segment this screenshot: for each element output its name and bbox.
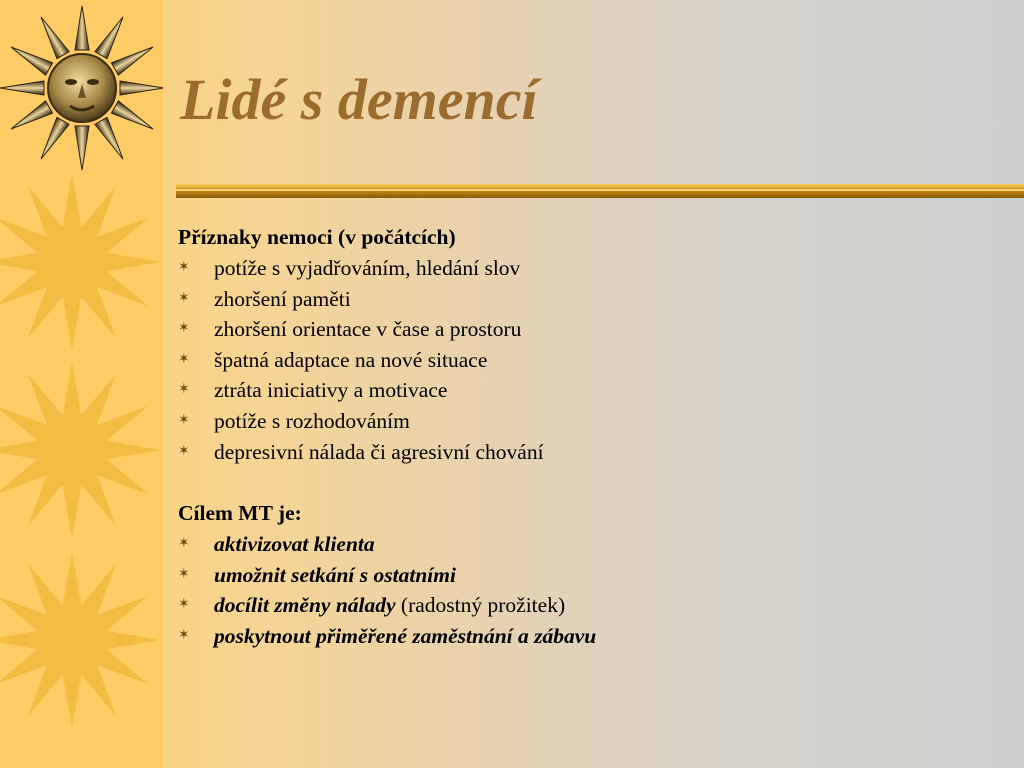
list-item xyxy=(178,560,998,591)
list-item xyxy=(178,375,998,406)
title-divider xyxy=(176,182,1024,200)
list-item xyxy=(178,621,998,652)
star-bullet-icon: ✶ xyxy=(178,443,190,459)
star-bullet-icon: ✶ xyxy=(178,627,190,643)
sun-face-icon xyxy=(0,6,163,170)
list-item-text: ztráta iniciativy a motivace xyxy=(214,378,448,403)
list-item-text: depresivní nálada či agresivní chování xyxy=(214,439,544,464)
list-item-text: potíže s rozhodováním xyxy=(214,408,410,433)
symptoms-list xyxy=(178,253,998,467)
star-bullet-icon: ✶ xyxy=(178,321,190,337)
symptoms-heading: Příznaky nemoci (v počátcích) xyxy=(178,225,456,249)
sun-icon xyxy=(0,552,160,728)
star-bullet-icon: ✶ xyxy=(178,351,190,367)
goal-text: docílit změny nálady xyxy=(214,593,396,618)
star-bullet-icon: ✶ xyxy=(178,260,190,275)
list-item xyxy=(178,590,998,621)
goal-text: umožnit setkání s ostatními xyxy=(214,562,456,587)
star-bullet-icon: ✶ xyxy=(178,290,190,306)
list-item xyxy=(178,314,998,345)
goals-list xyxy=(178,529,998,651)
list-item-text: zhoršení orientace v čase a prostoru xyxy=(214,317,522,342)
slide-title: Lidé s demencí xyxy=(180,67,538,132)
star-bullet-icon: ✶ xyxy=(178,412,190,428)
goals-heading: Cílem MT je: xyxy=(178,501,302,526)
list-item xyxy=(178,529,998,560)
list-item xyxy=(178,345,998,376)
sun-icon xyxy=(0,174,160,350)
goal-text: aktivizovat klienta xyxy=(214,532,375,557)
goal-note: (radostný prožitek) xyxy=(395,593,566,618)
list-item-text: zhoršení paměti xyxy=(214,286,351,311)
slide-content xyxy=(178,222,998,652)
star-bullet-icon: ✶ xyxy=(178,536,190,552)
sun-icon xyxy=(0,362,160,538)
list-item-text: špatná adaptace na nové situace xyxy=(214,347,488,372)
star-bullet-icon: ✶ xyxy=(178,566,190,582)
goal-text: poskytnout přiměřené zaměstnání a zábavu xyxy=(214,623,597,648)
star-bullet-icon: ✶ xyxy=(178,382,190,398)
list-item xyxy=(178,284,998,315)
list-item-text: potíže s vyjadřováním, hledání slov xyxy=(214,256,521,280)
list-item xyxy=(178,406,998,437)
star-bullet-icon: ✶ xyxy=(178,597,190,613)
list-item xyxy=(178,253,998,284)
list-item xyxy=(178,437,998,468)
sun-decorations xyxy=(0,0,163,768)
